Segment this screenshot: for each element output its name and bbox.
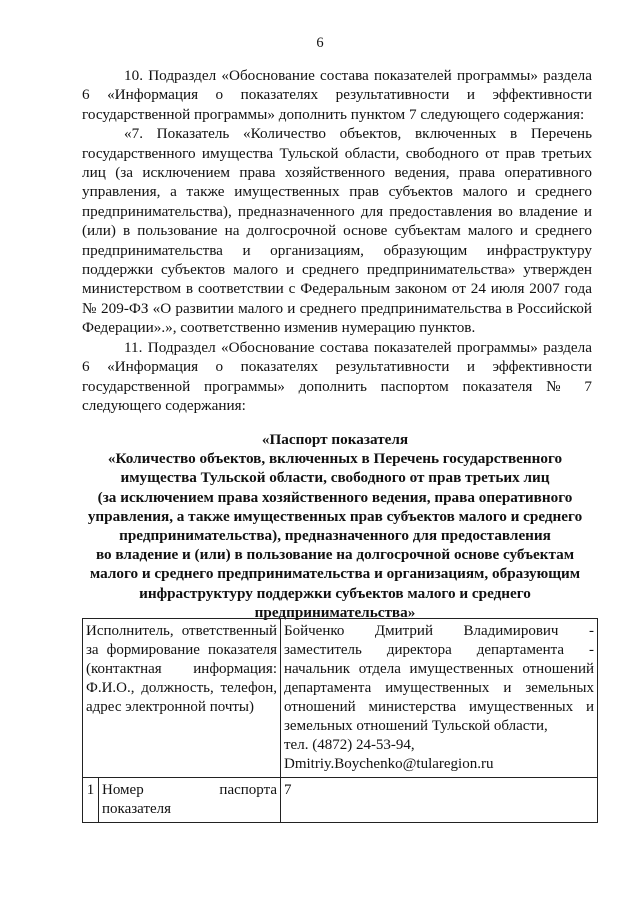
row-number-cell: 1 — [83, 778, 99, 823]
passport-title-line: «Количество объектов, включенных в Перечень государственного — [107, 450, 563, 468]
responsible-person: Бойченко Дмитрий Владимирович - заместитель директора департамента - начальник отдела имущественных отношений департамента имущественных и земельных отношений министерства имущественных и земельных отношений Тульской области, — [284, 623, 594, 734]
passport-title-line: имущества Тульской области, свободного от прав третьих лиц — [120, 469, 550, 487]
passport-table — [82, 618, 598, 823]
passport-title-line: предпринимательства» — [254, 603, 416, 621]
responsible-label-cell: Исполнитель, ответственный за формирование показателя (контактная информация: Ф.И.О., должность, телефон, адрес электронной почты) — [83, 619, 281, 778]
passport-title-line: предпринимательства), предназначенного для предоставления — [119, 527, 551, 545]
table-row — [83, 778, 598, 823]
paragraph-10: 10. Подраздел «Обоснование состава показателей программы» раздела 6 «Информация о показателях результативности и эффективности государственной программы» дополнить пунктом 7 следующего содержания: — [82, 67, 592, 123]
page-number: 6 — [316, 35, 324, 51]
passport-title-line: управления, а также имущественных прав субъектов малого и среднего — [87, 507, 583, 525]
paragraph-11: 11. Подраздел «Обоснование состава показателей программы» раздела 6 «Информация о показателях результативности и эффективности государственной программы» дополнить паспортом показателя № 7 следующего содержания: — [82, 338, 592, 414]
body-text — [82, 66, 592, 415]
responsible-phone: тел. (4872) 24-53-94, — [284, 737, 415, 753]
passport-title-line: малого и среднего предпринимательства и организациям, образующим — [89, 565, 581, 583]
passport-title-line: во владение и (или) в пользование на долгосрочной основе субъектам — [95, 546, 575, 564]
passport-number-value-cell: 7 — [281, 778, 598, 823]
paragraph-quote-7: «7. Показатель «Количество объектов, включенных в Перечень государственного имущества Тульской области, свободного от прав третьих лиц (за исключением права хозяйственного ведения, права оперативного управления, а также имущественных прав субъектов малого и среднего предпринимательства), предназначенного для предоставления во владение и (или) в пользование на долгосрочной основе субъектам малого и среднего предпринимательства и организациям, образующим инфраструктуру поддержки субъектов малого и среднего предпринимательства» утвержден министерством в соответствии с Федеральным законом от 24 июля 2007 года № 209-ФЗ «О развитии малого и среднего предпринимательства в Российской Федерации».», соответственно изменив нумерацию пунктов. — [82, 125, 592, 337]
passport-title-line: «Паспорт показателя — [261, 431, 409, 448]
responsible-value-cell — [281, 619, 598, 778]
passport-title-line: (за исключением права хозяйственного ведения, права оперативного — [97, 488, 573, 506]
passport-title-line: инфраструктуру поддержки субъектов малого и среднего — [139, 584, 531, 602]
responsible-email: Dmitriy.Boychenko@tularegion.ru — [284, 756, 494, 772]
passport-title — [70, 430, 600, 622]
passport-number-label-cell: Номер паспорта показателя — [99, 778, 281, 823]
table-row — [83, 619, 598, 778]
